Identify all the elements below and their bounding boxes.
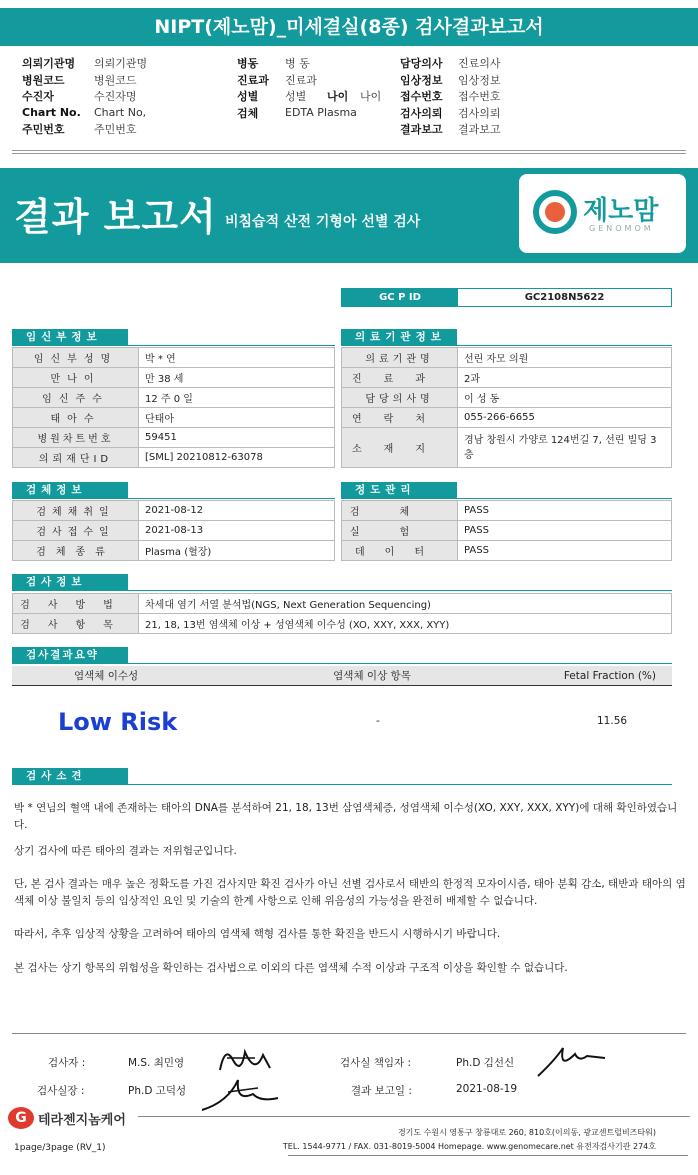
table-row <box>13 614 672 634</box>
meta-value: 검사의뢰 <box>458 106 501 120</box>
meta-value: 병 동 <box>285 57 310 71</box>
cell-label: 담당의사명 <box>342 388 458 408</box>
meta-value: 진료의사 <box>458 57 501 71</box>
cell-value: 12 주 0 일 <box>139 388 335 408</box>
table-row <box>13 428 335 448</box>
cell-label: 데이터 <box>342 541 458 561</box>
table-row <box>13 348 335 368</box>
cell-label: 만나이 <box>13 368 139 388</box>
table-row <box>13 388 335 408</box>
gcp-id-value: GC2108N5622 <box>524 292 605 303</box>
cell-label: 검체 <box>342 501 458 521</box>
specimen-table <box>12 500 335 561</box>
chief-signature-icon <box>198 1072 288 1114</box>
table-row <box>13 501 335 521</box>
meta-value: 의뢰기관명 <box>94 57 148 71</box>
cell-value: 2021-08-13 <box>139 521 335 541</box>
finding-paragraph: 단, 본 검사 결과는 매우 높은 정확도를 가진 검사지만 확진 검사가 아닌 선별 검사로서 태반의 한정적 모자이시즘, 태아 분획 감소, 태반과 태아의 염색체 이상 불일치 등의 임상적인 요인 및 기술의 한계 사항으로 인해 위음성의 가능성을 완전히 배제할 수 없습니다. <box>14 878 686 907</box>
result-header <box>12 666 672 686</box>
meta-value: 나이 <box>360 90 382 104</box>
section-line <box>12 498 335 499</box>
meta-value: 임상정보 <box>458 73 501 87</box>
table-row <box>13 448 335 468</box>
cell-label: 임신부성명 <box>13 348 139 368</box>
cell-label: 병원차트번호 <box>13 428 139 448</box>
report-title: NIPT(제노맘)_미세결실(8종) 검사결과보고서 <box>0 8 698 46</box>
meta-col-1 <box>22 55 237 138</box>
cell-label: 검사접수일 <box>13 521 139 541</box>
cell-label: 진료과 <box>342 368 458 388</box>
cell-value: PASS <box>458 501 672 521</box>
table-row <box>342 521 672 541</box>
divider <box>12 150 686 151</box>
cell-label: 임신주수 <box>13 388 139 408</box>
section-title-specimen: 검체정보 <box>12 482 128 499</box>
cell-value: 박 * 연 <box>139 348 335 368</box>
cell-label: 의뢰재단ID <box>13 448 139 468</box>
tester-label: 검사자 : <box>48 1057 86 1069</box>
tester-name: M.S. 최민영 <box>128 1057 185 1069</box>
finding-paragraph: 본 검사는 상기 항목의 위험성을 확인하는 검사법으로 이외의 다른 염색체 수적 이상과 구조적 이상을 확인할 수 없습니다. <box>14 962 568 974</box>
table-row <box>342 541 672 561</box>
divider <box>288 1155 688 1156</box>
meta-label: 접수번호 <box>400 90 443 104</box>
risk-result: Low Risk <box>58 708 178 736</box>
order-meta <box>22 55 682 138</box>
table-row <box>13 408 335 428</box>
cell-label: 검체종류 <box>13 541 139 561</box>
finding-paragraph: 상기 검사에 따른 태아의 결과는 저위험군입니다. <box>14 845 237 857</box>
cell-value: 055-266-6655 <box>458 408 672 428</box>
logo-brand: 제노맘 <box>583 196 659 226</box>
cell-value: PASS <box>458 541 672 561</box>
fetal-fraction-value: 11.56 <box>597 715 628 727</box>
section-title-findings: 검사소견 <box>12 768 128 785</box>
meta-label: 주민번호 <box>22 123 65 137</box>
meta-value: 주민번호 <box>94 123 137 137</box>
cell-label: 연락처 <box>342 408 458 428</box>
cell-value: 이 성 동 <box>458 388 672 408</box>
logo-brand-sub: GENOMOM <box>589 224 654 233</box>
cell-label: 소재지 <box>342 428 458 468</box>
meta-value: EDTA Plasma <box>285 106 357 120</box>
cell-label: 검사방법 <box>13 594 139 614</box>
cell-label: 실험 <box>342 521 458 541</box>
cell-value: [SML] 20210812-63078 <box>139 448 335 468</box>
company-name: 테라젠지놈케어 <box>38 1112 126 1128</box>
divider <box>12 1033 686 1034</box>
result-header-abnormal: 염색체 이상 항목 <box>333 670 411 682</box>
cell-label: 검사항목 <box>13 614 139 634</box>
page-number: 1page/3page (RV_1) <box>14 1143 106 1153</box>
meta-value: 진료과 <box>285 73 317 87</box>
institution-table <box>341 347 672 468</box>
cell-value: 경남 창원시 가양로 124번길 7, 선린 빌딩 3층 <box>458 428 672 468</box>
result-header-ff: Fetal Fraction (%) <box>563 669 656 682</box>
company-contact: TEL. 1544-9771 / FAX. 031-8019-5004 Homepage. www.genomecare.net 유전자검사기관 274호 <box>282 1142 656 1151</box>
director-signature-icon <box>535 1040 610 1080</box>
meta-label: Chart No. <box>22 106 81 120</box>
test-info-table <box>12 593 672 634</box>
cell-value: 단태아 <box>139 408 335 428</box>
report-date: 2021-08-19 <box>456 1083 518 1095</box>
result-header-aneuploidy: 염색체 이수성 <box>74 670 139 682</box>
section-line <box>12 784 672 785</box>
section-title-patient: 임신부정보 <box>12 329 128 346</box>
meta-label: 검사의뢰 <box>400 106 443 120</box>
meta-value: 수진자명 <box>94 90 137 104</box>
meta-label: 성별 <box>237 90 259 104</box>
meta-col-3 <box>400 55 501 138</box>
meta-value: 성별 <box>285 90 307 104</box>
section-line <box>12 590 672 591</box>
chief-label: 검사실장 : <box>37 1085 85 1097</box>
cell-value: 차세대 염기 서열 분석법(NGS, Next Generation Sequencing) <box>139 594 672 614</box>
section-title-institution: 의료기관정보 <box>341 329 457 346</box>
meta-value: 접수번호 <box>458 90 501 104</box>
table-row <box>13 541 335 561</box>
meta-label: 병동 <box>237 57 259 71</box>
table-row <box>13 594 672 614</box>
finding-paragraph: 박 * 연님의 혈액 내에 존재하는 태아의 DNA를 분석하여 21, 18, 13번 삼염색체증, 성염색체 이수성(XO, XXY, XXX, XYY)에 대해 확인하였습니다. <box>14 802 678 831</box>
table-row <box>342 348 672 368</box>
meta-label: 나이 <box>327 90 349 104</box>
divider <box>138 1116 690 1117</box>
cell-value: 21, 18, 13번 염색체 이상 + 성염색체 이수성 (XO, XXY, XXX, XYY) <box>139 614 672 634</box>
table-row <box>13 368 335 388</box>
banner-subtitle: 비침습적 산전 기형아 선별 검사 <box>225 214 421 230</box>
meta-label: 진료과 <box>237 73 269 87</box>
cell-value: 2021-08-12 <box>139 501 335 521</box>
patient-table <box>12 347 335 468</box>
report-date-label: 결과 보고일 : <box>351 1085 412 1097</box>
genomom-logo <box>519 174 686 253</box>
meta-label: 검체 <box>237 106 259 120</box>
meta-value: 결과보고 <box>458 123 501 137</box>
meta-col-2 <box>237 55 400 138</box>
cell-label: 의료기관명 <box>342 348 458 368</box>
meta-value: Chart No, <box>94 106 147 120</box>
teragen-logo <box>8 1107 126 1129</box>
cell-value: 59451 <box>139 428 335 448</box>
cell-value: Plasma (혈장) <box>139 541 335 561</box>
gcp-id-box <box>341 288 672 307</box>
finding-paragraph: 따라서, 추후 임상적 상황을 고려하여 태아의 염색체 핵형 검사를 통한 확진을 반드시 시행하시기 바랍니다. <box>14 928 501 940</box>
meta-label: 병원코드 <box>22 73 65 87</box>
section-line <box>12 345 335 346</box>
cell-label: 검체채취일 <box>13 501 139 521</box>
meta-label: 담당의사 <box>400 57 443 71</box>
teragen-mark-icon: G <box>8 1107 34 1129</box>
table-row <box>342 368 672 388</box>
divider <box>12 153 686 154</box>
cell-value: 선린 자모 의원 <box>458 348 672 368</box>
director-name: Ph.D 김선신 <box>456 1057 515 1069</box>
meta-label: 수진자 <box>22 90 54 104</box>
section-title-test: 검사정보 <box>12 574 128 591</box>
company-address: 경기도 수원시 영통구 창룡대로 260, 810호(이의동, 광교센트럴비즈타워) <box>397 1128 656 1137</box>
table-row <box>342 501 672 521</box>
meta-value: 병원코드 <box>94 73 137 87</box>
qc-table <box>341 500 672 561</box>
meta-label: 임상정보 <box>400 73 443 87</box>
table-row <box>342 408 672 428</box>
section-line <box>12 663 672 664</box>
logo-flower-icon <box>545 202 565 222</box>
director-label: 검사실 책임자 : <box>340 1057 412 1069</box>
table-row <box>13 521 335 541</box>
gcp-id-label: GC P ID <box>342 289 458 306</box>
section-line <box>341 345 672 346</box>
cell-value: 2과 <box>458 368 672 388</box>
meta-label: 결과보고 <box>400 123 443 137</box>
section-title-result: 검사결과요약 <box>12 647 128 664</box>
chief-name: Ph.D 고덕성 <box>128 1085 187 1097</box>
abnormal-value: - <box>376 715 380 727</box>
table-row <box>342 428 672 468</box>
section-title-qc: 정도관리 <box>341 482 457 499</box>
banner-title: 결과 보고서 <box>14 195 217 239</box>
section-line <box>341 498 672 499</box>
table-row <box>342 388 672 408</box>
cell-label: 태아수 <box>13 408 139 428</box>
cell-value: PASS <box>458 521 672 541</box>
cell-value: 만 38 세 <box>139 368 335 388</box>
meta-label: 의뢰기관명 <box>22 57 76 71</box>
